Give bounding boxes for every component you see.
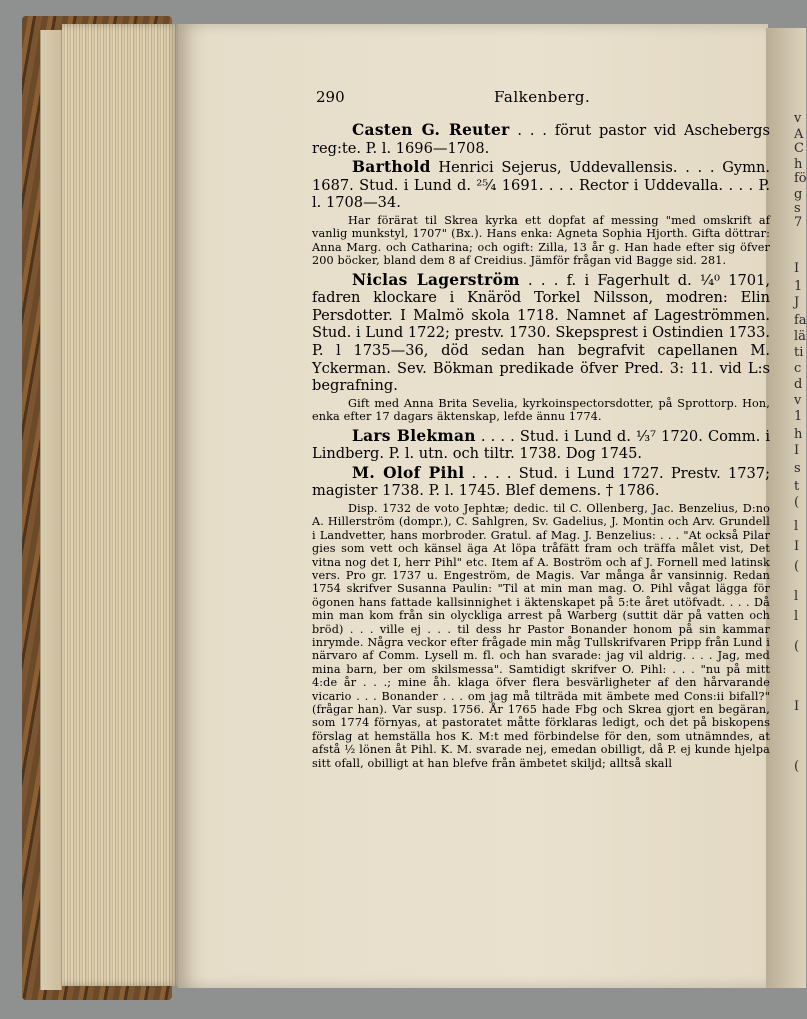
next-page-fragment: v [794,393,802,408]
entry-body: . . . förut pastor vid Aschebergs reg:te. P. l. 1696—1708. [312,122,770,157]
page-number: 290 [316,88,345,106]
entry-name: Niclas Lagerström [352,270,520,289]
next-page-fragment: lä [794,329,806,344]
next-page-fragment: ti [794,345,804,360]
spine-label [40,30,62,990]
entry-name: Lars Blekman [352,426,476,445]
entry-name: Casten G. Reuter [352,121,510,139]
next-page-fragment: 1 [794,279,803,294]
next-page-fragment: l [794,589,799,604]
entry-note: Gift med Anna Brita Sevelia, kyrkoinspectorsdotter, på Sprottorp. Hon, enka efter 17 dagars äktenskap, lefde ännu 1774. [312,396,770,424]
next-page-fragment: v [794,111,802,126]
entry-body: . . . f. i Fagerhult d. ¹⁄₄⁰ 1701, fadren klockare i Knäröd Torkel Nilsson, modren: Elin Persdotter. I Malmö skola 1718. Namnet af Lageströmmen. Stud. i Lund 1722; prestv. 1730. Skepsprest i Ostindien 1733. P. l 1735—36, död sedan han begrafvit capellanen M. Yckerman. Sev. Bökman predikade öfver Pred. 3: 11. vid L:s begrafning. [312,271,770,395]
next-page-fragment: fa [794,313,807,328]
entry-pihl [312,465,770,770]
next-page-fragment: I [794,699,800,714]
next-page-fragment: I [794,261,800,276]
entry-text [312,428,770,463]
next-page-fragment: A [794,127,804,142]
next-page-fragment: I [794,539,800,554]
next-page-fragment: ( [794,759,800,774]
entry-sejerus [312,159,770,267]
next-page-fragment: d [794,377,803,392]
entry-text [312,159,770,212]
entry-text [312,122,770,157]
next-page-fragment: t [794,479,800,494]
next-page-fragment: J [794,295,800,310]
next-page-fragment: 1 [794,409,803,424]
entries-list [312,122,770,774]
next-page-fragment: 7 [794,215,803,230]
next-page-fragment: l [794,609,799,624]
next-page-fragment: s [794,461,801,476]
next-page-fragment: ( [794,559,800,574]
entry-text [312,272,770,395]
next-page-fragment: s [794,201,801,216]
entry-name: M. Olof Pihl [352,463,465,482]
next-page-fragment: fö [794,171,807,186]
next-page-fragment: ( [794,639,800,654]
next-page-fragment: ( [794,495,800,510]
next-page-fragment: l [794,519,799,534]
entry-blekman [312,428,770,463]
next-page-edge [766,28,806,988]
entry-body: Henrici Sejerus, Uddevallensis. . . . Gymn. 1687. Stud. i Lund d. ²⁵⁄₄ 1691. . . . Rector i Uddevalla. . . . P. l. 1708—34. [312,159,771,212]
page-edges [62,24,180,986]
entry-text [312,465,770,500]
entry-note: Har förärat til Skrea kyrka ett dopfat af messing "med omskrift af vanlig munkstyl, 1707" (Bx.). Hans enka: Agneta Sophia Hjorth. Gifta döttrar: Anna Marg. och Catharina; och ogift: Zilla, 13 år g. Han hade efter sig öfver 200 böcker, bland dem 8 af Creidius. Jämför frågan vid Bagge sid. 281. [312,213,770,268]
running-head [316,88,768,108]
entry-note: Disp. 1732 de voto Jephtæ; dedic. til C. Ollenberg, Jac. Benzelius, D:no A. Hillerström (dompr.), C. Sahlgren, Sv. Gadelius, J. Montin och Arv. Grundell i Landvetter, hans morbroder. Gratul. af Mag. J. Benzelius: . . . "At också Pilar gies som vett och känsel äga At löpa tråfätt fram och träffa målet vist, Det vitna nog det I, herr Pihl" etc. Item af A. Boström och af J. Fornell med latinsk vers. Pro gr. 1737 u. Engeström, de Magis. Var många år vansinnig. Redan 1754 skrifver Susanna Paulin: "Til at min man mag. O. Pihl vågat lägga för ögonen hans fattade kallsinnighet i äktenskapet på 5:te året utöfvadt. . . . Då min man kom från sin olyckliga arrest på Warberg (suttit där på vatten och bröd) . . . ville ej . . . til dess hr Pastor Bonander honom på sin kammar inrymde. Några veckor efter frågade min måg Tullskrifvaren Pripp från Lund i närvaro af Comm. Lysell m. fl. och han svarade: jag vil aldrig. . . . Jag, med mina barn, ber om skilsmessa". Samtidigt skrifver O. Pihl: . . . "nu på mitt 4:de år . . .; mine åh. klaga öfver flera besvärligheter af den hårvarande vicario . . . Bonander . . . om jag må tilträda mit ämbete med Cons:ii bifall?" (frågar han). Var susp. 1756. År 1765 hade Fbg och Skrea gjort en begäran, som 1774 förnyas, at pastoratet måtte förklaras ledigt, och det på biskopens förslag at hemställa hos K. M:t med förbindelse för den, som utnämndes, at afstå ½ lönen åt Pihl. K. M. svarade nej, emedan obilligt, då P. ej kunde hjelpa sitt ofall, obilligt at han blefve från ämbetet skiljd; alltså skall [312,501,770,770]
next-page-fragment: I [794,443,800,458]
entry-body: . . . . Stud. i Lund d. ¹⁄₃⁷ 1720. Comm. i Lindberg. P. l. utn. och tiltr. 1738. Dog 1745. [312,427,770,463]
entry-lagerstrom [312,272,770,424]
entry-body: . . . . Stud. i Lund 1727. Prestv. 1737; magister 1738. P. l. 1745. Blef demens. † 1786. [312,464,770,500]
next-page-fragment: c [794,361,802,376]
next-page-fragment: C [794,141,804,156]
next-page-fragment: h [794,157,803,172]
next-page-fragment: g [794,187,803,202]
running-title: Falkenberg. [494,88,591,106]
entry-reuter [312,122,770,157]
entry-name: Barthold [352,158,431,177]
next-page-fragment: h [794,427,803,442]
